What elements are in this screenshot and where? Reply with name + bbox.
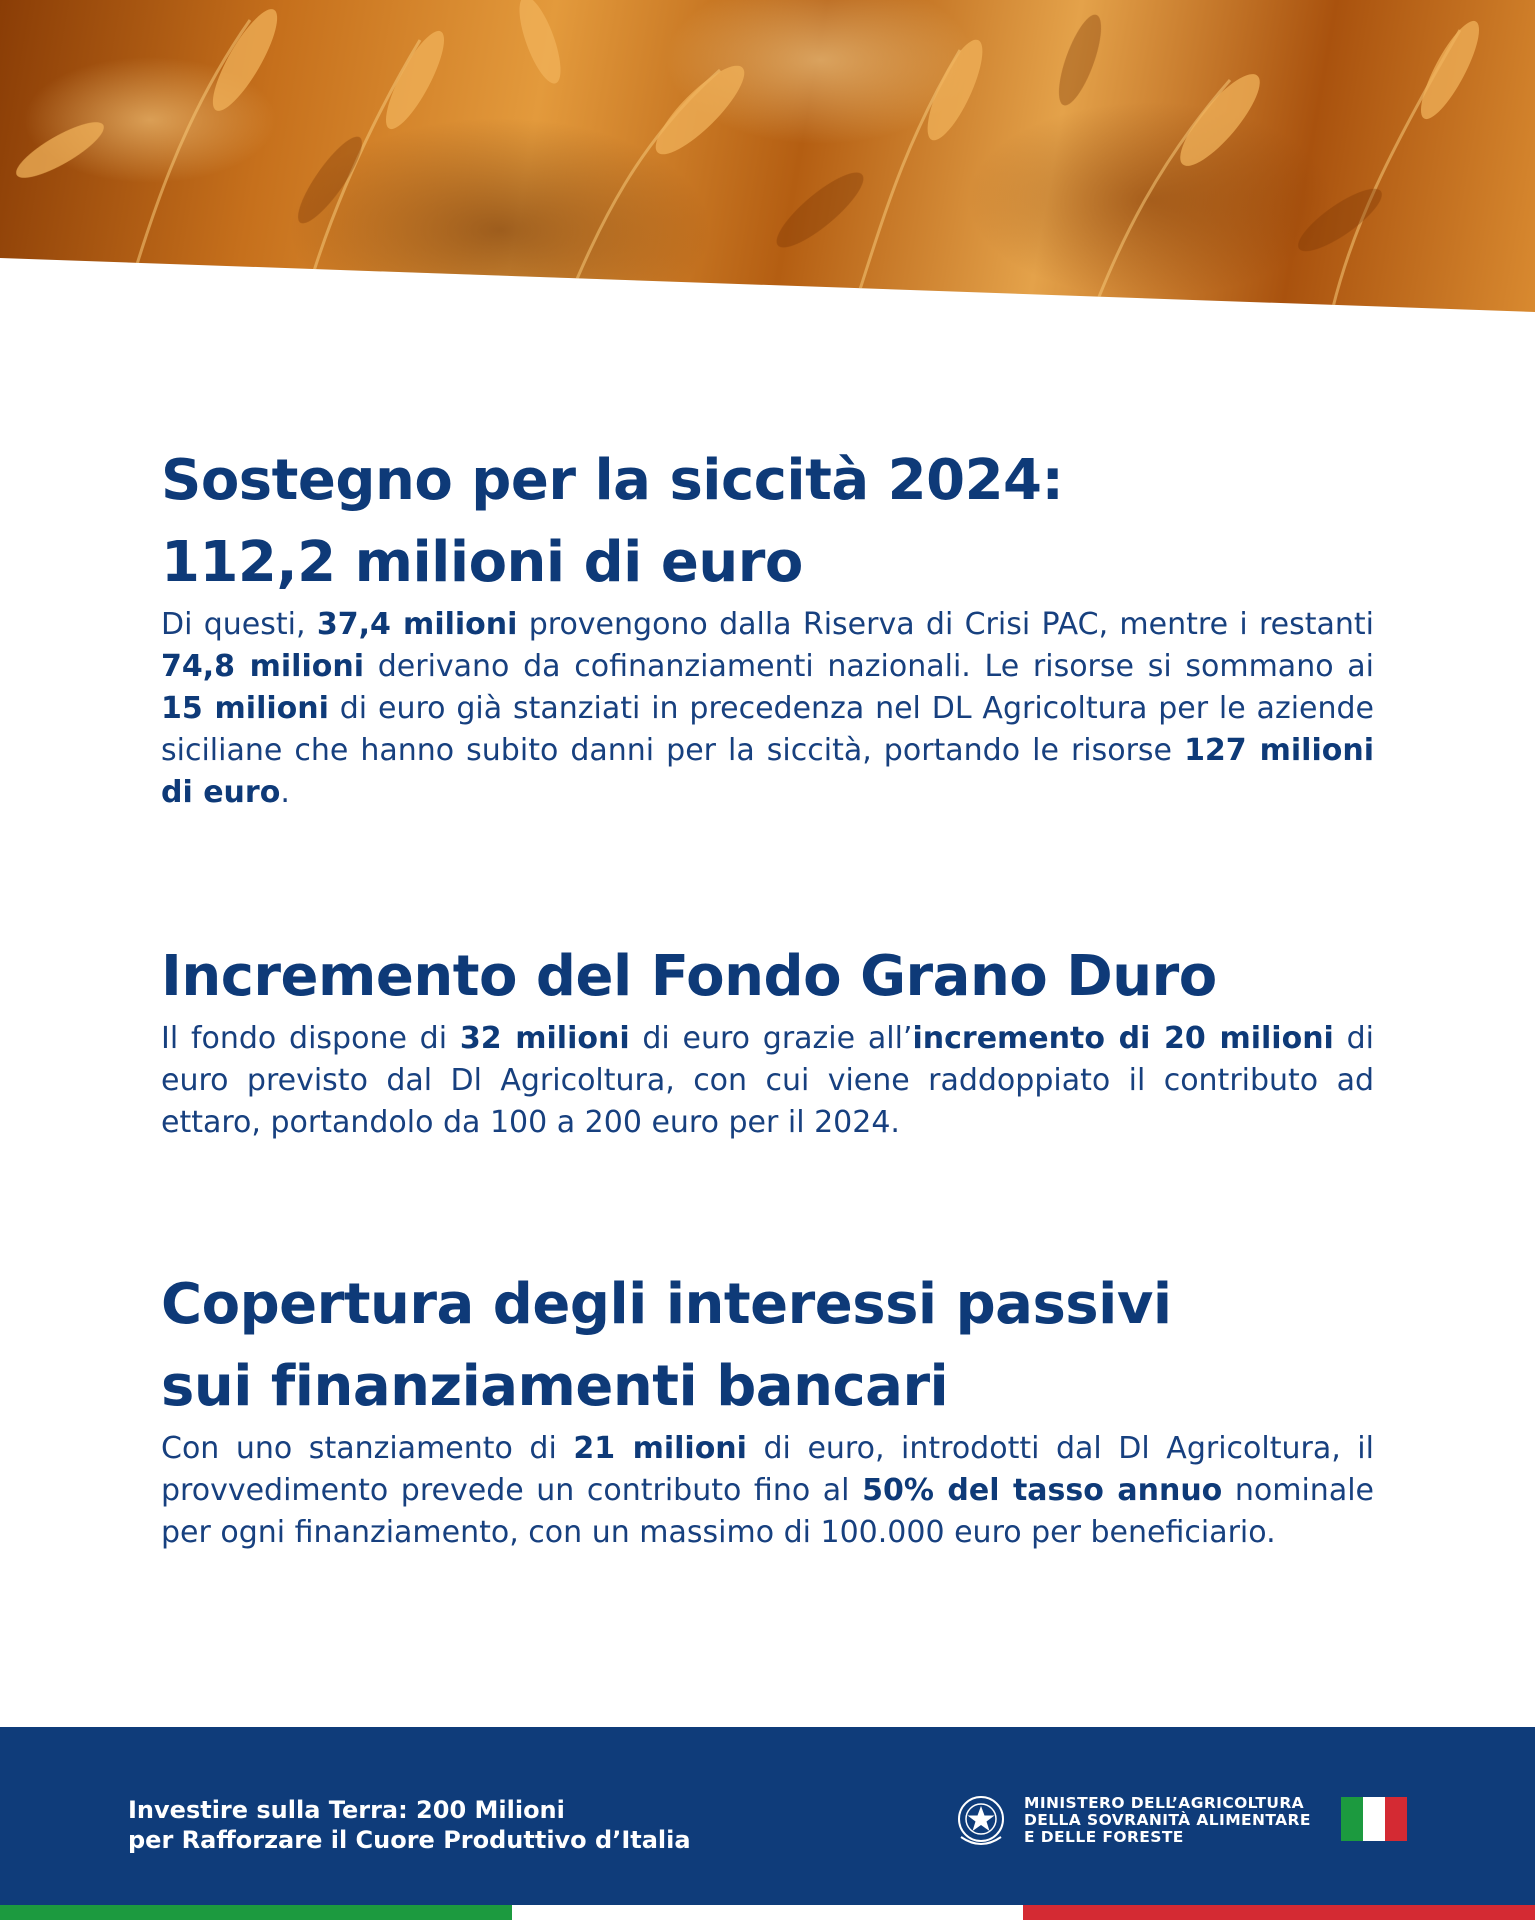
section-durum-heading: Incremento del Fondo Grano Duro [161,944,1217,1009]
highlight-amount: 74,8 milioni [161,649,365,684]
highlight-amount: 32 milioni [459,1021,630,1056]
highlight-amount: 15 milioni [161,691,329,726]
italian-republic-emblem-icon [955,1793,1007,1849]
text-run: di euro grazie all’ [629,1021,913,1056]
section-durum-wheat-fund [161,936,1374,1144]
ministry-line: E DELLE FORESTE [1024,1828,1184,1846]
text-run: provengono dalla Riserva di Crisi PAC, mentre i restanti [517,607,1374,642]
section-drought-paragraph [161,604,1374,814]
heading-line: 112,2 milioni di euro [161,530,803,595]
ministry-line: DELLA SOVRANITÀ ALIMENTARE [1024,1811,1311,1829]
italian-flag-icon [1341,1797,1407,1841]
heading-line: sui finanziamenti bancari [161,1354,949,1419]
slogan-line: per Rafforzare il Cuore Produttivo d’Italia [128,1826,691,1854]
footer-slogan [128,1795,691,1855]
section-drought-support [161,440,1374,814]
highlight-amount: 21 milioni [573,1431,747,1466]
text-run: Il fondo dispone di [161,1021,460,1056]
highlight-amount: 50% del tasso annuo [862,1473,1223,1508]
wheat-illustration [0,0,1535,320]
section-interest-paragraph [161,1428,1374,1554]
heading-line: Sostegno per la siccità 2024: [161,448,1064,513]
highlight-amount: 37,4 milioni [316,607,518,642]
text-run: . [280,775,290,810]
hero-wheat-image [0,0,1535,320]
text-run: di euro già stanziati in precedenza nel DL Agricoltura per le aziende siciliane che hanno subito danni per la siccità, portando le risorse [161,691,1374,768]
highlight-amount: incremento di 20 milioni [912,1021,1334,1056]
text-run: nominale per ogni finanziamento, con un massimo di 100.000 euro per beneficiario. [161,1473,1374,1550]
text-run: di euro previsto dal Dl Agricoltura, con cui viene raddoppiato il contributo ad ettaro, portandolo da 100 a 200 euro per il 2024. [161,1021,1374,1140]
text-run: Con uno stanziamento di [161,1431,574,1466]
text-run: derivano da cofinanziamenti nazionali. Le risorse si sommano ai [364,649,1374,684]
highlight-amount: 127 milioni di euro [161,733,1374,810]
ministry-name [1024,1795,1311,1846]
section-interest-coverage [161,1264,1374,1554]
text-run: Di questi, [161,607,317,642]
text-run: di euro, introdotti dal Dl Agricoltura, il provvedimento prevede un contributo fino al [161,1431,1374,1508]
section-durum-paragraph [161,1018,1374,1144]
slogan-line: Investire sulla Terra: 200 Milioni [128,1796,565,1824]
tricolor-stripe [0,1905,1535,1920]
heading-line: Copertura degli interessi passivi [161,1272,1172,1337]
footer-bar [0,1727,1535,1905]
section-drought-heading [161,440,1374,604]
ministry-line: MINISTERO DELL’AGRICOLTURA [1024,1794,1305,1812]
section-interest-heading [161,1264,1374,1428]
